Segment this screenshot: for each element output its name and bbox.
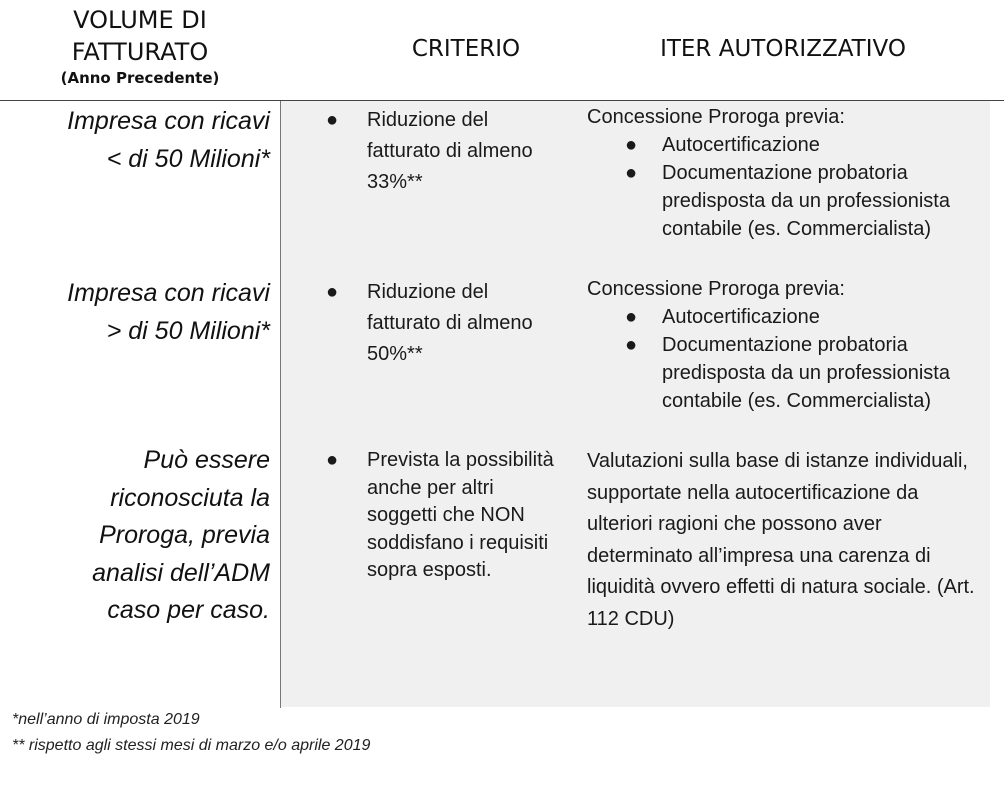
volume-cell: Può essere riconosciuta la Proroga, previa analisi dell’ADM caso per caso. [92, 446, 270, 624]
bullet-icon: ● [326, 109, 339, 131]
criterio-text: Prevista la possibilità anche per altri soggetti che NON soddisfano i requisiti sopra esposti. [367, 449, 554, 581]
list-item-text: Documentazione probatoria predisposta da un professionista contabile (es. Commercialista) [662, 334, 950, 412]
bullet-icon: ● [326, 449, 339, 471]
footnote-1: *nell’anno di imposta 2019 [12, 711, 200, 728]
header-volume-line2: FATTURATO [71, 38, 209, 66]
volume-cell: Impresa con ricavi < di 50 Milioni* [67, 107, 270, 173]
bullet-icon: ● [625, 134, 638, 156]
iter-cell [587, 275, 982, 415]
volume-cell: Impresa con ricavi > di 50 Milioni* [67, 279, 270, 345]
bullet-icon: ● [625, 334, 638, 356]
table-row [0, 444, 1004, 707]
list-item [587, 131, 982, 159]
footnote-2: ** rispetto agli stessi mesi di marzo e/o aprile 2019 [12, 737, 371, 754]
table-row [0, 101, 1004, 273]
iter-cell: Valutazioni sulla base di istanze individuali, supportate nella autocertificazione da ulteriori ragioni che possono aver determinato all’impresa una carenza di liquidità ovvero effetti di natura sociale. (Art. 112 CDU) [587, 450, 975, 630]
criterio-text: Riduzione del fatturato di almeno 50%** [367, 281, 533, 365]
header-criterio: CRITERIO [411, 36, 521, 62]
list-item [587, 303, 982, 331]
bullet-icon: ● [326, 281, 339, 303]
table-header [0, 0, 1004, 100]
header-iter-autorizzativo: ITER AUTORIZZATIVO [660, 36, 906, 62]
bullet-icon: ● [625, 162, 638, 184]
iter-list [587, 131, 982, 243]
column-divider [280, 101, 281, 708]
iter-intro: Concessione Proroga previa: [587, 106, 845, 128]
header-volume-subtitle: (Anno Precedente) [60, 69, 220, 87]
list-item-text: Autocertificazione [662, 134, 820, 156]
iter-cell [587, 103, 982, 243]
iter-list [587, 303, 982, 415]
criterio-text: Riduzione del fatturato di almeno 33%** [367, 109, 533, 193]
iter-intro: Concessione Proroga previa: [587, 278, 845, 300]
list-item [587, 331, 982, 415]
table-row [0, 273, 1004, 444]
header-volume-fatturato [40, 4, 240, 88]
list-item [587, 159, 982, 243]
list-item-text: Documentazione probatoria predisposta da un professionista contabile (es. Commercialista) [662, 162, 950, 240]
header-volume-line1: VOLUME DI [73, 6, 207, 34]
list-item-text: Autocertificazione [662, 306, 820, 328]
footnotes [12, 707, 370, 759]
bullet-icon: ● [625, 306, 638, 328]
